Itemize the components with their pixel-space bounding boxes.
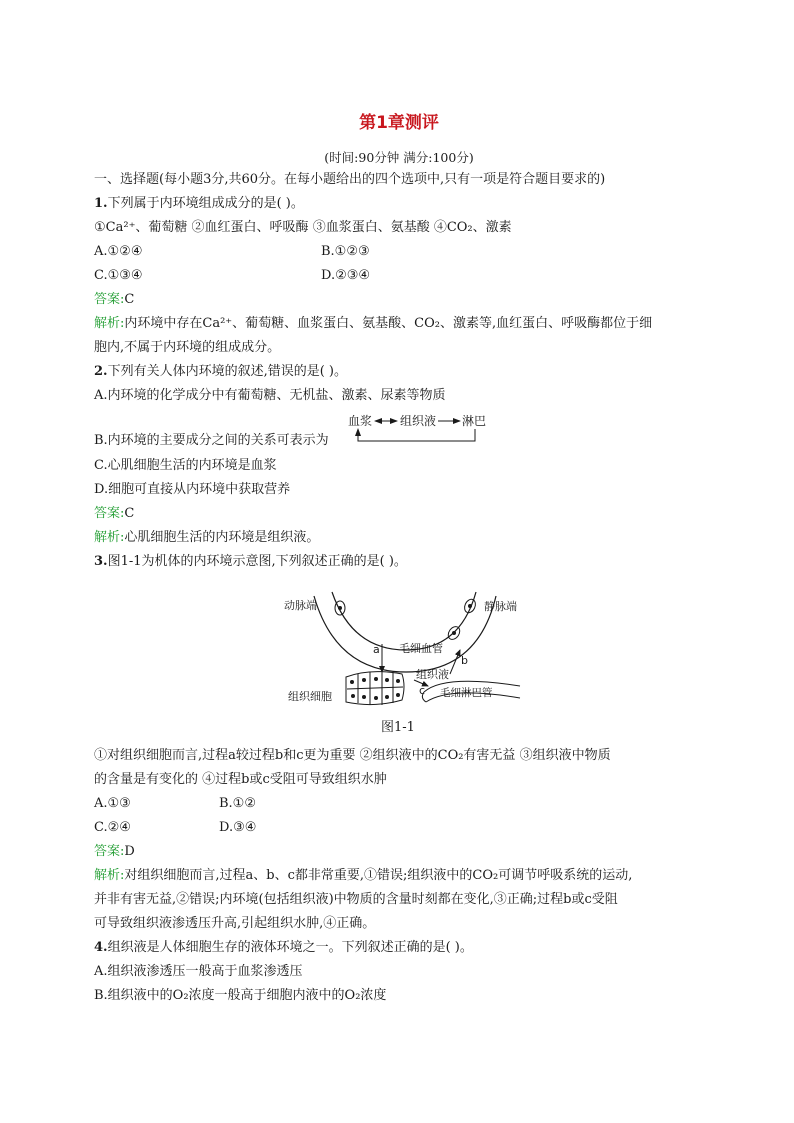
plasma-label: 血浆 — [348, 414, 373, 428]
figure-caption: 图1-1 — [381, 720, 415, 735]
lymph-to-plasma-arrow — [358, 429, 475, 441]
blood-cell-nucleus — [468, 604, 472, 608]
analysis-label: 解析: — [94, 316, 125, 331]
tissue-fluid-label: 组织液 — [416, 668, 449, 681]
answer-value: C — [124, 506, 135, 521]
option-b: B.内环境的主要成分之间的关系可表示为 — [94, 433, 329, 448]
option-a: A.①③ — [94, 796, 131, 811]
answer-label: 答案: — [94, 292, 125, 307]
question-3 — [94, 552, 407, 572]
option-c: C.①③④ — [94, 268, 143, 283]
blood-cell-nucleus — [452, 631, 456, 635]
question-stem: 图1-1为机体的内环境示意图,下列叙述正确的是( )。 — [107, 554, 407, 569]
answer — [94, 842, 135, 862]
answer — [94, 290, 134, 310]
analysis — [94, 528, 319, 548]
analysis — [94, 314, 652, 334]
question-1 — [94, 194, 304, 214]
question-3-items: 的含量是有变化的 ④过程b或c受阻可导致组织水肿 — [94, 772, 387, 787]
capillary-label: 毛细血管 — [399, 642, 443, 655]
fluid-relation-diagram — [344, 408, 494, 450]
exam-info: (时间:90分钟 满分:100分) — [324, 150, 474, 165]
option-d: D.细胞可直接从内环境中获取营养 — [94, 482, 291, 497]
question-stem: 下列有关人体内环境的叙述,错误的是( )。 — [107, 364, 347, 379]
question-number: 3. — [94, 554, 108, 569]
question-stem: 组织液是人体细胞生存的液体环境之一。下列叙述正确的是( )。 — [107, 940, 473, 955]
answer — [94, 504, 134, 524]
arterial-end-label: 动脉端 — [284, 599, 317, 612]
option-a: A.内环境的化学成分中有葡萄糖、无机盐、激素、尿素等物质 — [94, 388, 446, 403]
process-b-label: b — [461, 654, 468, 667]
option-b: B.①② — [219, 796, 256, 811]
analysis-label: 解析: — [94, 868, 125, 883]
process-a-label: a — [373, 643, 380, 656]
question-1-items: ①Ca²⁺、葡萄糖 ②血红蛋白、呼吸酶 ③血浆蛋白、氨基酸 ④CO₂、激素 — [94, 220, 512, 235]
question-number: 2. — [94, 364, 108, 379]
question-4 — [94, 938, 473, 958]
option-c: C.②④ — [94, 820, 131, 835]
option-b: B.①②③ — [321, 244, 370, 259]
process-c-label: c — [419, 684, 426, 697]
option-c: C.心肌细胞生活的内环境是血浆 — [94, 458, 277, 473]
question-3-items: ①对组织细胞而言,过程a较过程b和c更为重要 ②组织液中的CO₂有害无益 ③组织液中物质 — [94, 748, 611, 763]
analysis-text: 对组织细胞而言,过程a、b、c都非常重要,①错误;组织液中的CO₂可调节呼吸系统的运动, — [124, 868, 633, 883]
analysis-text: 并非有害无益,②错误;内环境(包括组织液)中物质的含量时刻都在变化,③正确;过程b或c受阻 — [94, 892, 618, 907]
option-d: D.③④ — [219, 820, 257, 835]
blood-cell-nucleus — [338, 606, 342, 610]
option-d: D.②③④ — [321, 268, 371, 283]
question-stem: 下列属于内环境组成成分的是( )。 — [107, 196, 304, 211]
analysis-label: 解析: — [94, 530, 125, 545]
analysis-text: 可导致组织液渗透压升高,引起组织水肿,④正确。 — [94, 916, 376, 931]
answer-label: 答案: — [94, 506, 125, 521]
question-2 — [94, 362, 347, 382]
answer-label: 答案: — [94, 844, 125, 859]
answer-value: D — [124, 844, 135, 859]
question-number: 4. — [94, 940, 108, 955]
lymph-label: 淋巴 — [462, 414, 487, 428]
venous-end-label: 静脉端 — [484, 600, 517, 613]
tissue-fluid-label: 组织液 — [400, 414, 437, 428]
analysis-text: 心肌细胞生活的内环境是组织液。 — [124, 530, 320, 545]
internal-environment-figure — [274, 582, 534, 714]
option-b: B.组织液中的O₂浓度一般高于细胞内液中的O₂浓度 — [94, 988, 387, 1003]
answer-value: C — [124, 292, 135, 307]
option-a: A.①②④ — [94, 244, 143, 259]
tissue-cells-label: 组织细胞 — [288, 690, 332, 703]
section-heading: 一、选择题(每小题3分,共60分。在每小题给出的四个选项中,只有一项是符合题目要求的) — [94, 172, 606, 187]
analysis-text: 胞内,不属于内环境的组成成分。 — [94, 340, 281, 355]
question-number: 1. — [94, 196, 108, 211]
lymph-capillary-label: 毛细淋巴管 — [440, 687, 493, 699]
option-a: A.组织液渗透压一般高于血浆渗透压 — [94, 964, 303, 979]
analysis-text: 内环境中存在Ca²⁺、葡萄糖、血浆蛋白、氨基酸、CO₂、激素等,血红蛋白、呼吸酶都位于细 — [124, 316, 653, 331]
tissue-cell-cluster — [346, 671, 404, 705]
page-title: 第1章测评 — [359, 113, 439, 133]
analysis — [94, 866, 632, 886]
